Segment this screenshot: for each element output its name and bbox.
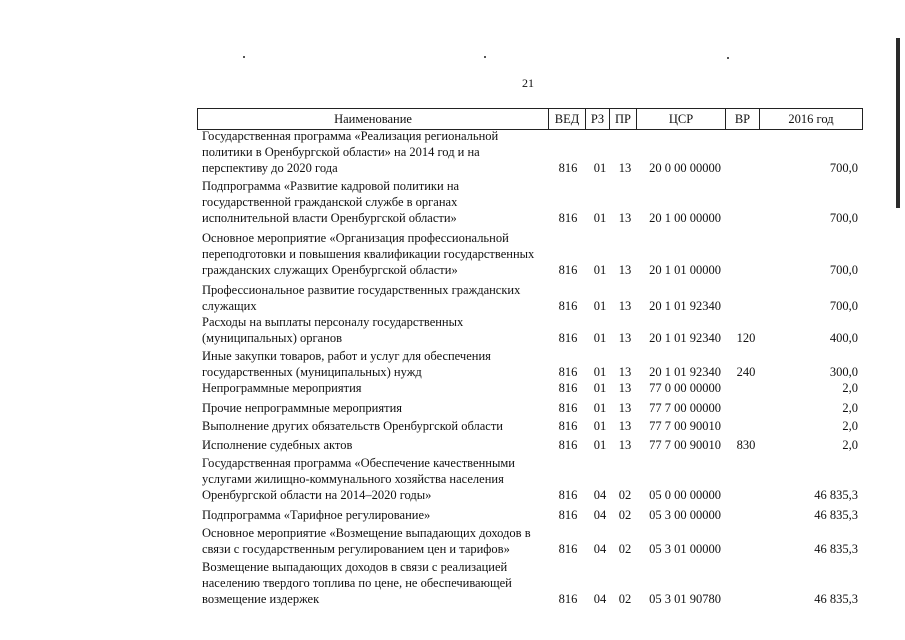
cell-pr: 13 [618, 331, 632, 345]
row-name [202, 559, 547, 607]
row-name-line: служащих [202, 299, 257, 313]
cell-rz: 04 [593, 542, 607, 556]
cell-ved: 816 [558, 488, 578, 502]
cell-pr: 13 [618, 211, 632, 225]
cell-pr: 13 [618, 365, 632, 379]
header-year: 2016 год [759, 109, 863, 129]
row-name-line: гражданских служащих Оренбургской области» [202, 263, 458, 277]
cell-ved: 816 [558, 508, 578, 522]
cell-ved: 816 [558, 299, 578, 313]
cell-rz: 01 [593, 161, 607, 175]
cell-vr: 240 [736, 365, 756, 379]
cell-sum: 400,0 [829, 331, 858, 345]
cell-csr: 77 7 00 90010 [649, 438, 721, 452]
cell-rz: 01 [593, 263, 607, 277]
cell-sum: 46 835,3 [814, 592, 858, 606]
row-name-line: государственных (муниципальных) нужд [202, 365, 422, 379]
cell-sum: 700,0 [829, 299, 858, 313]
cell-sum: 700,0 [829, 161, 858, 175]
header-pr: ПР [609, 109, 636, 129]
row-name [202, 525, 547, 557]
table-header [197, 108, 863, 130]
row-name-line: населению твердого топлива по цене, не обеспечивающей [202, 576, 512, 590]
row-name [202, 314, 547, 346]
header-vr: ВР [725, 109, 759, 129]
cell-pr: 13 [618, 161, 632, 175]
cell-csr: 77 0 00 00000 [649, 381, 721, 395]
row-name-line: Возмещение выпадающих доходов в связи с реализацией [202, 560, 508, 574]
cell-ved: 816 [558, 401, 578, 415]
cell-rz: 01 [593, 299, 607, 313]
row-name-line: перспективу до 2020 года [202, 161, 338, 175]
row-name-line: Государственная программа «Обеспечение качественными [202, 456, 515, 470]
cell-sum: 46 835,3 [814, 542, 858, 556]
header-csr: ЦСР [636, 109, 725, 129]
row-name-line: Подпрограмма «Развитие кадровой политики на [202, 179, 460, 193]
row-name-line: Оренбургской области на 2014–2020 годы» [202, 488, 432, 502]
cell-sum: 2,0 [842, 438, 858, 452]
row-name-line: Непрограммные мероприятия [202, 381, 362, 395]
cell-ved: 816 [558, 263, 578, 277]
cell-csr: 20 1 01 92340 [649, 331, 721, 345]
cell-rz: 01 [593, 438, 607, 452]
row-name-line: Прочие непрограммные мероприятия [202, 401, 403, 415]
cell-rz: 01 [593, 211, 607, 225]
cell-sum: 300,0 [829, 365, 858, 379]
cell-pr: 02 [618, 542, 632, 556]
cell-rz: 04 [593, 508, 607, 522]
cell-pr: 13 [618, 299, 632, 313]
cell-rz: 01 [593, 331, 607, 345]
cell-ved: 816 [558, 419, 578, 433]
cell-rz: 04 [593, 488, 607, 502]
row-name-line: Профессиональное развитие государственных гражданских [202, 283, 521, 297]
row-name [202, 437, 547, 453]
cell-pr: 13 [618, 438, 632, 452]
row-name-line: Расходы на выплаты персоналу государственных [202, 315, 464, 329]
row-name-line: Выполнение других обязательств Оренбургской области [202, 419, 503, 433]
cell-sum: 2,0 [842, 419, 858, 433]
cell-ved: 816 [558, 331, 578, 345]
cell-sum: 46 835,3 [814, 508, 858, 522]
scan-speck [484, 56, 486, 58]
cell-ved: 816 [558, 365, 578, 379]
row-name-line: Исполнение судебных актов [202, 438, 353, 452]
scan-speck [727, 57, 729, 59]
cell-sum: 46 835,3 [814, 488, 858, 502]
row-name-line: (муниципальных) органов [202, 331, 343, 345]
row-name-line: Иные закупки товаров, работ и услуг для обеспечения [202, 349, 491, 363]
row-name [202, 380, 547, 396]
row-name-line: услугами жилищно-коммунального хозяйства населения [202, 472, 504, 486]
cell-csr: 20 1 01 92340 [649, 299, 721, 313]
cell-sum: 2,0 [842, 381, 858, 395]
row-name [202, 128, 547, 176]
cell-csr: 20 1 01 00000 [649, 263, 721, 277]
row-name [202, 348, 547, 380]
cell-vr: 830 [736, 438, 756, 452]
cell-rz: 01 [593, 381, 607, 395]
cell-ved: 816 [558, 438, 578, 452]
page-number: 21 [522, 76, 534, 90]
row-name-line: Основное мероприятие «Организация профессиональной [202, 231, 509, 245]
cell-rz: 01 [593, 401, 607, 415]
cell-csr: 77 7 00 00000 [649, 401, 721, 415]
row-name-line: государственной гражданской службе в органах [202, 195, 458, 209]
row-name [202, 418, 547, 434]
row-name-line: политики в Оренбургской области» на 2014 год и на [202, 145, 480, 159]
row-name-line: связи с государственным регулированием цен и тарифов» [202, 542, 510, 556]
cell-rz: 01 [593, 419, 607, 433]
cell-csr: 20 1 00 00000 [649, 211, 721, 225]
cell-ved: 816 [558, 161, 578, 175]
row-name [202, 507, 547, 523]
row-name-line: Государственная программа «Реализация региональной [202, 129, 499, 143]
cell-sum: 700,0 [829, 263, 858, 277]
cell-csr: 05 3 01 90780 [649, 592, 721, 606]
cell-ved: 816 [558, 211, 578, 225]
cell-rz: 04 [593, 592, 607, 606]
cell-pr: 02 [618, 488, 632, 502]
row-name-line: исполнительной власти Оренбургской области» [202, 211, 457, 225]
cell-ved: 816 [558, 592, 578, 606]
cell-ved: 816 [558, 381, 578, 395]
scan-speck [243, 56, 245, 58]
cell-csr: 05 0 00 00000 [649, 488, 721, 502]
cell-sum: 2,0 [842, 401, 858, 415]
header-name: Наименование [197, 109, 548, 129]
cell-csr: 77 7 00 90010 [649, 419, 721, 433]
row-name-line: Основное мероприятие «Возмещение выпадающих доходов в [202, 526, 531, 540]
header-rz: РЗ [585, 109, 609, 129]
row-name-line: возмещение издержек [202, 592, 320, 606]
cell-pr: 13 [618, 401, 632, 415]
cell-sum: 700,0 [829, 211, 858, 225]
row-name [202, 400, 547, 416]
scan-edge [896, 38, 900, 208]
cell-csr: 20 1 01 92340 [649, 365, 721, 379]
cell-pr: 02 [618, 592, 632, 606]
row-name-line: переподготовки и повышения квалификации государственных [202, 247, 535, 261]
cell-csr: 05 3 00 00000 [649, 508, 721, 522]
cell-pr: 13 [618, 419, 632, 433]
row-name [202, 282, 547, 314]
cell-pr: 13 [618, 263, 632, 277]
cell-ved: 816 [558, 542, 578, 556]
header-ved: ВЕД [548, 109, 585, 129]
cell-csr: 05 3 01 00000 [649, 542, 721, 556]
row-name [202, 178, 547, 226]
cell-pr: 13 [618, 381, 632, 395]
row-name [202, 230, 547, 278]
row-name-line: Подпрограмма «Тарифное регулирование» [202, 508, 431, 522]
cell-rz: 01 [593, 365, 607, 379]
cell-pr: 02 [618, 508, 632, 522]
cell-csr: 20 0 00 00000 [649, 161, 721, 175]
cell-vr: 120 [736, 331, 756, 345]
row-name [202, 455, 547, 503]
